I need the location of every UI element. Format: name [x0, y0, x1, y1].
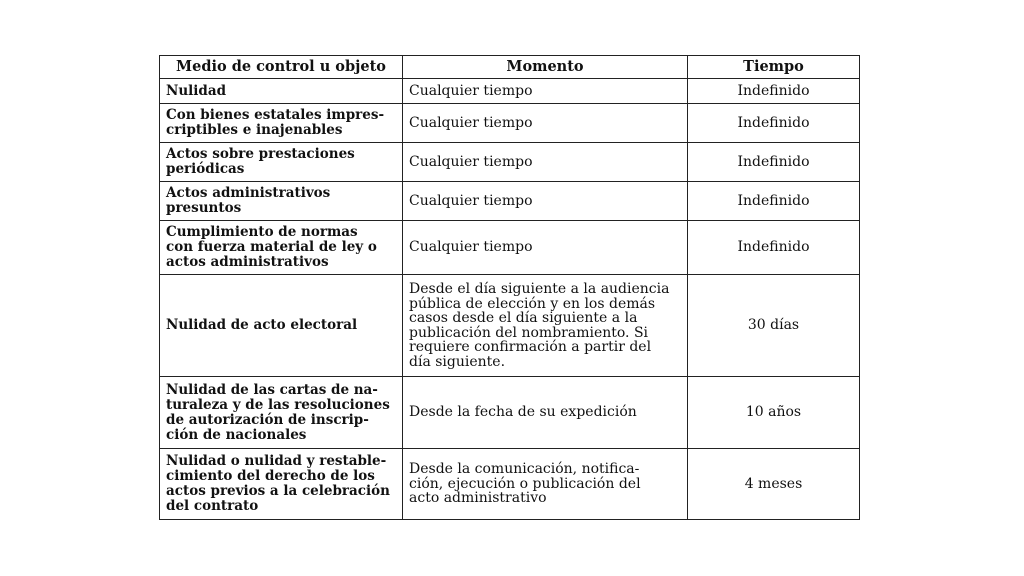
cell-tiempo: Indefinido [688, 104, 860, 143]
cell-line: pública de elección y en los demás [409, 295, 656, 312]
cell-objeto [160, 79, 403, 104]
document-table-container [159, 55, 859, 520]
table-header-row [160, 56, 860, 79]
header-tiempo: Tiempo [688, 56, 860, 79]
cell-line: Cualquier tiempo [409, 114, 533, 131]
table-row [160, 104, 860, 143]
cell-line: criptibles e inajenables [166, 122, 343, 138]
cell-objeto [160, 275, 403, 377]
cell-line: día siguiente. [409, 353, 506, 370]
table-row [160, 449, 860, 520]
cell-line: acto administrativo [409, 490, 547, 507]
cell-line: Desde el día siguiente a la audiencia [409, 281, 670, 297]
cell-tiempo: Indefinido [688, 221, 860, 275]
cell-momento [403, 221, 688, 275]
cell-line: Actos administrativos [166, 185, 331, 201]
cell-objeto [160, 449, 403, 520]
cell-line: turaleza y de las resoluciones [166, 396, 390, 413]
table-row [160, 275, 860, 377]
cell-line: Nulidad de acto electoral [166, 317, 358, 333]
header-medio-de-control: Medio de control u objeto [160, 56, 403, 79]
cell-objeto [160, 182, 403, 221]
cell-line: casos desde el día siguiente a la [409, 310, 638, 326]
cell-line: Cualquier tiempo [409, 153, 533, 170]
table-row [160, 143, 860, 182]
cell-line: Nulidad [166, 82, 227, 99]
cell-line: ción de nacionales [166, 426, 307, 443]
cell-line: del contrato [166, 498, 259, 514]
table-row [160, 79, 860, 104]
table-row [160, 377, 860, 449]
cell-line: de autorización de inscrip- [166, 411, 369, 428]
cell-line: Desde la comunicación, notifica- [409, 461, 640, 478]
cell-line: actos previos a la celebración [166, 483, 390, 499]
cell-momento [403, 182, 688, 221]
cell-tiempo: Indefinido [688, 182, 860, 221]
cell-objeto [160, 221, 403, 275]
table-row [160, 221, 860, 275]
header-momento: Momento [403, 56, 688, 79]
cell-line: cimiento del derecho de los [166, 468, 375, 484]
cell-objeto [160, 104, 403, 143]
caducidad-table [159, 55, 860, 520]
cell-tiempo: 10 años [688, 377, 860, 449]
cell-tiempo: Indefinido [688, 143, 860, 182]
cell-tiempo: Indefinido [688, 79, 860, 104]
cell-line: Actos sobre prestaciones [166, 146, 355, 162]
cell-momento [403, 275, 688, 377]
cell-line: presuntos [166, 200, 242, 216]
cell-line: periódicas [166, 161, 245, 177]
cell-line: Nulidad de las cartas de na- [166, 381, 378, 398]
cell-line: requiere confirmación a partir del [409, 339, 652, 355]
cell-line: Cualquier tiempo [409, 192, 533, 209]
cell-line: con fuerza material de ley o [166, 239, 377, 255]
cell-momento [403, 104, 688, 143]
cell-momento [403, 143, 688, 182]
cell-line: Cumplimiento de normas [166, 224, 358, 240]
cell-objeto [160, 143, 403, 182]
cell-momento [403, 449, 688, 520]
cell-line: Cualquier tiempo [409, 239, 533, 256]
cell-tiempo: 30 días [688, 275, 860, 377]
cell-line: publicación del nombramiento. Si [409, 324, 649, 341]
cell-line: Desde la fecha de su expedición [409, 404, 637, 421]
cell-objeto [160, 377, 403, 449]
cell-line: Nulidad o nulidad y restable- [166, 453, 387, 469]
cell-momento [403, 79, 688, 104]
cell-line: Cualquier tiempo [409, 82, 533, 99]
cell-tiempo: 4 meses [688, 449, 860, 520]
cell-momento [403, 377, 688, 449]
cell-line: actos administrativos [166, 254, 329, 270]
cell-line: Con bienes estatales impres- [166, 107, 385, 123]
table-row [160, 182, 860, 221]
cell-line: ción, ejecución o publicación del [409, 475, 641, 492]
